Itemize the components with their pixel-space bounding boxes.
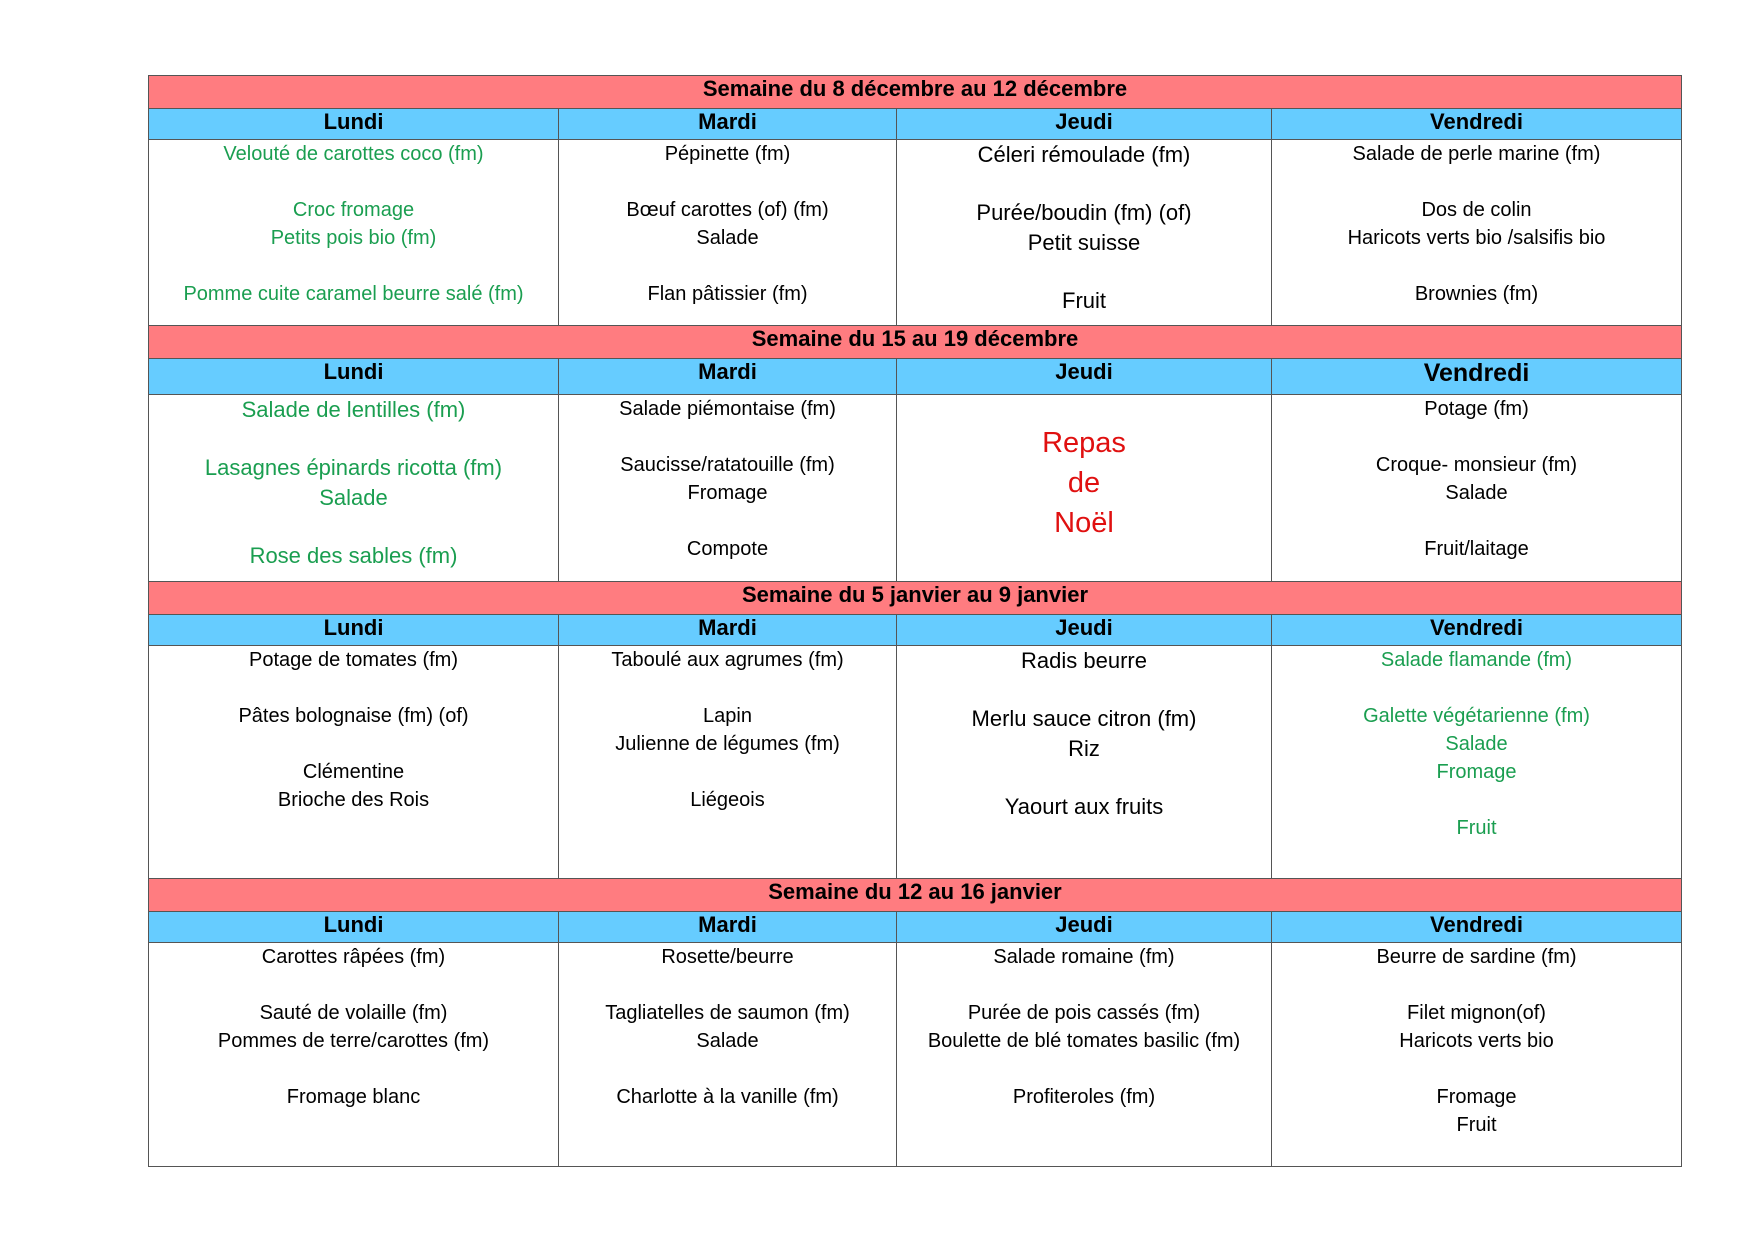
menu-row [149, 140, 1682, 326]
menu-line: Brioche des Rois [277, 789, 430, 811]
menu-line: Velouté de carottes coco (fm) [223, 143, 484, 165]
week-header-row [149, 326, 1682, 359]
day-header-jeudi: Jeudi [897, 615, 1272, 646]
menu-line: Brownies (fm) [1414, 283, 1539, 305]
day-header-mardi: Mardi [559, 109, 897, 140]
menu-line: Fruit/laitage [1424, 538, 1529, 560]
week-title: Semaine du 15 au 19 décembre [149, 326, 1682, 359]
menu-line: Croque- monsieur (fm) [1375, 454, 1578, 476]
day-header-row [149, 615, 1682, 646]
menu-row [149, 943, 1682, 1167]
day-header-lundi: Lundi [149, 912, 559, 943]
menu-line [559, 674, 896, 702]
menu-line: Potage de tomates (fm) [249, 649, 458, 671]
day-header-mardi: Mardi [559, 912, 897, 943]
menu-line: Filet mignon(of) [1407, 1002, 1546, 1024]
week-header-row [149, 76, 1682, 109]
day-header-lundi: Lundi [149, 615, 559, 646]
menu-line: Salade [1445, 482, 1508, 504]
menu-line: Sauté de volaille (fm) [259, 1002, 448, 1024]
day-header-vendredi: Vendredi [1272, 912, 1682, 943]
menu-line [149, 513, 558, 541]
menu-line [1272, 168, 1681, 196]
menu-line: Purée/boudin (fm) (of) [976, 200, 1192, 225]
menu-line: Galette végétarienne (fm) [1363, 705, 1590, 727]
menu-line [1272, 674, 1681, 702]
menu-line: Noël [1054, 507, 1114, 539]
menu-line: Pommes de terre/carottes (fm) [217, 1030, 490, 1052]
menu-line [559, 971, 896, 999]
menu-line [559, 507, 896, 535]
menu-line: Saucisse/ratatouille (fm) [620, 454, 835, 476]
menu-line [559, 252, 896, 280]
menu-line: Salade [696, 1030, 759, 1052]
menu-line: Julienne de légumes (fm) [615, 733, 840, 755]
menu-line [149, 252, 558, 280]
week-title: Semaine du 12 au 16 janvier [149, 879, 1682, 912]
menu-cell-mardi [559, 646, 897, 879]
menu-line: Potage (fm) [1424, 398, 1529, 420]
week-title: Semaine du 5 janvier au 9 janvier [149, 582, 1682, 615]
menu-line: Rosette/beurre [661, 946, 794, 968]
menu-line [559, 423, 896, 451]
menu-line: Repas [1042, 427, 1126, 459]
menu-line [1272, 423, 1681, 451]
menu-row [149, 646, 1682, 879]
menu-line: Profiteroles (fm) [1012, 1086, 1156, 1108]
menu-line: Fromage [1436, 1086, 1517, 1108]
day-header-row [149, 912, 1682, 943]
menu-line: Céleri rémoulade (fm) [977, 142, 1191, 167]
menu-cell-lundi [149, 140, 559, 326]
menu-cell-jeudi-repas-de-noel [897, 395, 1272, 582]
menu-line [149, 425, 558, 453]
menu-line: Charlotte à la vanille (fm) [616, 1086, 839, 1108]
menu-line: Fruit [1456, 1114, 1497, 1136]
menu-line: Fruit [1062, 288, 1106, 313]
menu-line [1272, 252, 1681, 280]
menu-cell-jeudi [897, 943, 1272, 1167]
menu-line: Pépinette (fm) [664, 143, 791, 165]
day-header-vendredi: Vendredi [1272, 109, 1682, 140]
menu-line [149, 168, 558, 196]
menu-line: Rose des sables (fm) [249, 543, 458, 568]
menu-line: Riz [1068, 736, 1100, 761]
menu-line: Fromage [687, 482, 768, 504]
menu-line: Salade [1445, 733, 1508, 755]
menu-line: Haricots verts bio [1399, 1030, 1554, 1052]
special-meal-text [897, 395, 1271, 543]
menu-line: Lapin [703, 705, 752, 727]
menu-line: Fromage [1436, 761, 1517, 783]
menu-cell-vendredi [1272, 943, 1682, 1167]
menu-line: Flan pâtissier (fm) [647, 283, 808, 305]
menu-line: Salade piémontaise (fm) [619, 398, 836, 420]
menu-line: Taboulé aux agrumes (fm) [611, 649, 844, 671]
menu-cell-jeudi [897, 140, 1272, 326]
menu-line: Pâtes bolognaise (fm) (of) [238, 705, 469, 727]
day-header-vendredi: Vendredi [1272, 359, 1682, 395]
menu-line: Fromage blanc [286, 1086, 421, 1108]
menu-line: Salade [696, 227, 759, 249]
week-header-row [149, 582, 1682, 615]
menu-line [1272, 1055, 1681, 1083]
menu-line [149, 1055, 558, 1083]
menu-cell-lundi [149, 395, 559, 582]
day-header-jeudi: Jeudi [897, 912, 1272, 943]
menu-line [897, 1055, 1271, 1083]
day-header-lundi: Lundi [149, 359, 559, 395]
menu-line: Carottes râpées (fm) [261, 946, 446, 968]
menu-line: Salade de perle marine (fm) [1352, 143, 1601, 165]
day-header-lundi: Lundi [149, 109, 559, 140]
menu-cell-mardi [559, 395, 897, 582]
menu-line: Purée de pois cassés (fm) [967, 1002, 1201, 1024]
week-title: Semaine du 8 décembre au 12 décembre [149, 76, 1682, 109]
menu-line: Petits pois bio (fm) [270, 227, 437, 249]
menu-line: de [1067, 467, 1101, 499]
menu-cell-lundi [149, 646, 559, 879]
day-header-mardi: Mardi [559, 615, 897, 646]
menu-line [897, 258, 1271, 286]
menu-line: Pomme cuite caramel beurre salé (fm) [183, 283, 524, 305]
day-header-mardi: Mardi [559, 359, 897, 395]
menu-line [897, 170, 1271, 198]
menu-line: Merlu sauce citron (fm) [971, 706, 1197, 731]
menu-line [559, 1055, 896, 1083]
menu-cell-jeudi [897, 646, 1272, 879]
menu-line: Clémentine [302, 761, 405, 783]
menu-line [559, 758, 896, 786]
day-header-vendredi: Vendredi [1272, 615, 1682, 646]
menu-line: Haricots verts bio /salsifis bio [1347, 227, 1606, 249]
menu-line: Dos de colin [1421, 199, 1532, 221]
menu-line: Yaourt aux fruits [1004, 794, 1164, 819]
menu-line [897, 971, 1271, 999]
menu-cell-vendredi [1272, 646, 1682, 879]
menu-line [1272, 971, 1681, 999]
menu-line: Salade romaine (fm) [993, 946, 1175, 968]
menu-cell-mardi [559, 140, 897, 326]
menu-row [149, 395, 1682, 582]
menu-line [149, 971, 558, 999]
menu-line: Salade de lentilles (fm) [241, 397, 466, 422]
menu-cell-vendredi [1272, 140, 1682, 326]
menu-line: Compote [686, 538, 769, 560]
week-header-row [149, 879, 1682, 912]
menu-line: Lasagnes épinards ricotta (fm) [204, 455, 503, 480]
menu-line: Liégeois [690, 789, 765, 811]
menu-line [1272, 786, 1681, 814]
menu-line [559, 168, 896, 196]
menu-line: Croc fromage [292, 199, 415, 221]
menu-cell-vendredi [1272, 395, 1682, 582]
day-header-row [149, 109, 1682, 140]
menu-line: Beurre de sardine (fm) [1376, 946, 1577, 968]
menu-table [148, 75, 1682, 1167]
menu-line: Radis beurre [1021, 648, 1147, 673]
menu-line [149, 674, 558, 702]
menu-line: Boulette de blé tomates basilic (fm) [927, 1030, 1241, 1052]
menu-line [149, 730, 558, 758]
menu-line: Petit suisse [1027, 230, 1141, 255]
menu-line: Bœuf carottes (of) (fm) [626, 199, 829, 221]
menu-line: Salade [319, 485, 388, 510]
menu-cell-lundi [149, 943, 559, 1167]
day-header-row [149, 359, 1682, 395]
menu-line: Tagliatelles de saumon (fm) [605, 1002, 850, 1024]
menu-line: Fruit [1456, 817, 1497, 839]
menu-line: Salade flamande (fm) [1380, 649, 1573, 671]
menu-line [897, 676, 1271, 704]
day-header-jeudi: Jeudi [897, 109, 1272, 140]
menu-line [1272, 507, 1681, 535]
menu-cell-mardi [559, 943, 897, 1167]
menu-line [897, 764, 1271, 792]
day-header-jeudi: Jeudi [897, 359, 1272, 395]
